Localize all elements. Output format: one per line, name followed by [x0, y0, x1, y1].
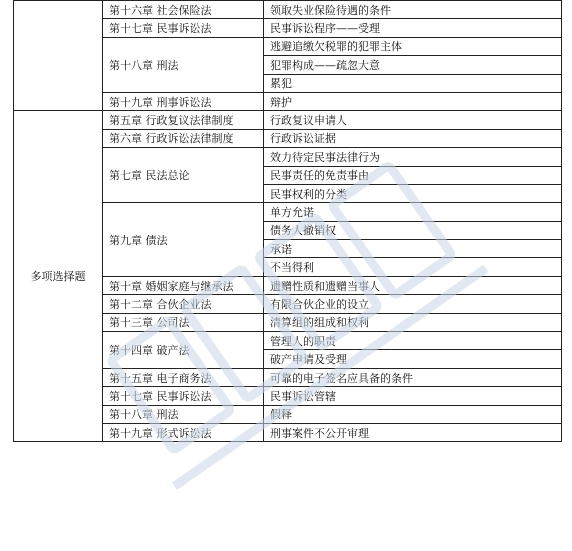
topic-cell: 破产申请及受理: [264, 350, 562, 368]
topic-cell: 民事诉讼程序——受理: [264, 19, 562, 37]
topic-cell: 领取失业保险待遇的条件: [264, 1, 562, 19]
exam-topic-table: [13, 0, 562, 442]
chapter-cell: 第十七章 民事诉讼法: [103, 19, 264, 37]
chapter-cell: 第十八章 刑法: [103, 37, 264, 92]
chapter-cell: 第七章 民法总论: [103, 148, 264, 203]
topic-cell: 累犯: [264, 74, 562, 92]
topic-cell: 行政复议申请人: [264, 111, 562, 129]
category-cell-empty: [14, 1, 103, 111]
topic-cell: 逃避追缴欠税罪的犯罪主体: [264, 37, 562, 55]
topic-cell: 遗赠性质和遗赠当事人: [264, 276, 562, 294]
chapter-cell: 第十章 婚姻家庭与继承法: [103, 276, 264, 294]
chapter-cell: 第十二章 合伙企业法: [103, 295, 264, 313]
chapter-cell: 第十八章 刑法: [103, 405, 264, 423]
topic-cell: 效力待定民事法律行为: [264, 148, 562, 166]
topic-cell: 民事责任的免责事由: [264, 166, 562, 184]
table-row: [14, 1, 562, 19]
topic-cell: 犯罪构成——疏忽大意: [264, 56, 562, 74]
topic-cell: 假释: [264, 405, 562, 423]
topic-cell: 清算组的组成和权利: [264, 313, 562, 331]
chapter-cell: 第十三章 公司法: [103, 313, 264, 331]
chapter-cell: 第十九章 刑事诉讼法: [103, 92, 264, 110]
chapter-cell: 第九章 债法: [103, 203, 264, 277]
topic-cell: 行政诉讼证据: [264, 129, 562, 147]
topic-cell: 刑事案件不公开审理: [264, 423, 562, 441]
table-body: [14, 1, 562, 442]
table-row: [14, 111, 562, 129]
topic-cell: 辩护: [264, 92, 562, 110]
topic-cell: 债务人撤销权: [264, 221, 562, 239]
topic-cell: 管理人的职责: [264, 332, 562, 350]
chapter-cell: 第六章 行政诉讼法律制度: [103, 129, 264, 147]
topic-cell: 民事权利的分类: [264, 184, 562, 202]
category-cell: 多项选择题: [14, 111, 103, 442]
chapter-cell: 第十七章 民事诉讼法: [103, 387, 264, 405]
chapter-cell: 第十六章 社会保险法: [103, 1, 264, 19]
chapter-cell: 第十九章 形式诉讼法: [103, 423, 264, 441]
topic-cell: 有限合伙企业的设立: [264, 295, 562, 313]
topic-cell: 民事诉讼管辖: [264, 387, 562, 405]
chapter-cell: 第十五章 电子商务法: [103, 368, 264, 386]
topic-cell: 承诺: [264, 240, 562, 258]
topic-cell: 不当得利: [264, 258, 562, 276]
chapter-cell: 第十四章 破产法: [103, 332, 264, 369]
chapter-cell: 第五章 行政复议法律制度: [103, 111, 264, 129]
topic-cell: 可靠的电子签名应具备的条件: [264, 368, 562, 386]
topic-cell: 单方允诺: [264, 203, 562, 221]
